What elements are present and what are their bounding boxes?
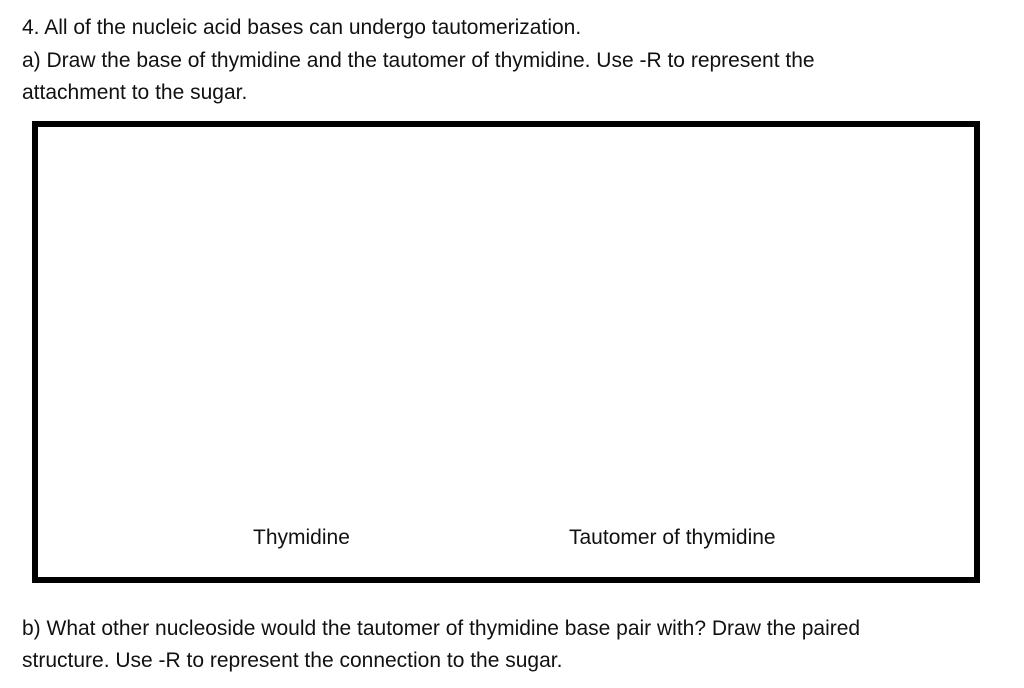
question-title: 4. All of the nucleic acid bases can undergo tautomerization. — [22, 16, 582, 39]
part-a-prompt-line-2: attachment to the sugar. — [22, 81, 248, 104]
part-b-prompt-line-2: structure. Use -R to represent the connection to the sugar. — [22, 649, 563, 672]
answer-drawing-box[interactable] — [32, 121, 980, 583]
part-a-prompt-line-1: a) Draw the base of thymidine and the tautomer of thymidine. Use -R to represent the — [22, 49, 815, 72]
thymidine-label: Thymidine — [253, 526, 350, 549]
tautomer-label: Tautomer of thymidine — [569, 526, 776, 549]
part-b-prompt-line-1: b) What other nucleoside would the tautomer of thymidine base pair with? Draw the paired — [22, 617, 861, 640]
